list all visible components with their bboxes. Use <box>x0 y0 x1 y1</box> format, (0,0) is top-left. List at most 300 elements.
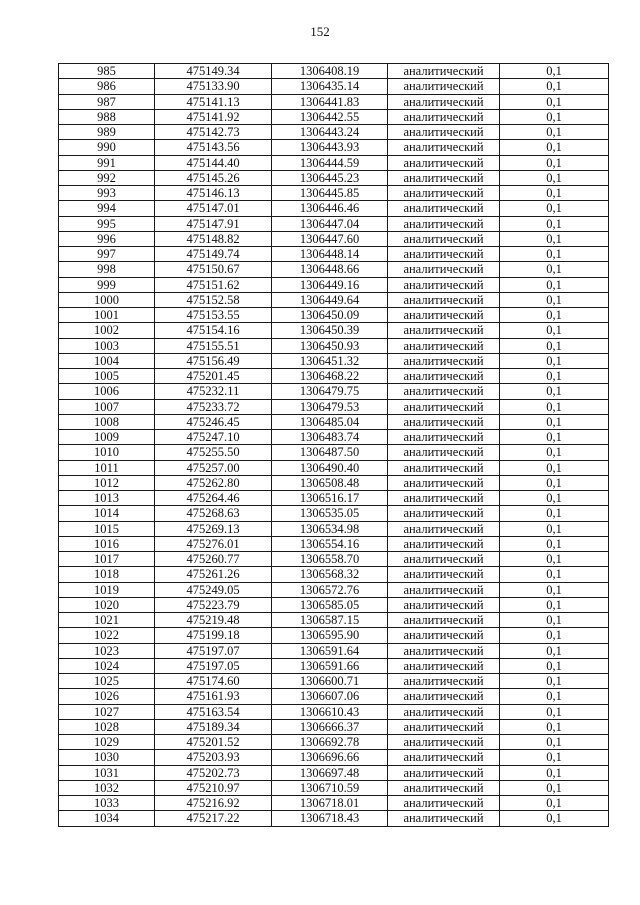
method-cell: аналитический <box>388 231 500 246</box>
y-coordinate-cell: 1306479.53 <box>272 399 388 414</box>
point-number-cell: 1027 <box>59 704 155 719</box>
x-coordinate-cell: 475142.73 <box>155 125 272 140</box>
point-number-cell: 1031 <box>59 765 155 780</box>
x-coordinate-cell: 475210.97 <box>155 780 272 795</box>
x-coordinate-cell: 475232.11 <box>155 384 272 399</box>
accuracy-cell: 0,1 <box>500 353 609 368</box>
method-cell: аналитический <box>388 506 500 521</box>
table-row <box>59 414 609 429</box>
accuracy-cell: 0,1 <box>500 765 609 780</box>
point-number-cell: 991 <box>59 155 155 170</box>
point-number-cell: 1013 <box>59 491 155 506</box>
x-coordinate-cell: 475153.55 <box>155 308 272 323</box>
table-row <box>59 567 609 582</box>
accuracy-cell: 0,1 <box>500 582 609 597</box>
table-row <box>59 109 609 124</box>
method-cell: аналитический <box>388 689 500 704</box>
accuracy-cell: 0,1 <box>500 552 609 567</box>
y-coordinate-cell: 1306600.71 <box>272 674 388 689</box>
x-coordinate-cell: 475154.16 <box>155 323 272 338</box>
y-coordinate-cell: 1306718.01 <box>272 796 388 811</box>
y-coordinate-cell: 1306447.60 <box>272 231 388 246</box>
method-cell: аналитический <box>388 704 500 719</box>
accuracy-cell: 0,1 <box>500 308 609 323</box>
method-cell: аналитический <box>388 719 500 734</box>
method-cell: аналитический <box>388 521 500 536</box>
x-coordinate-cell: 475148.82 <box>155 231 272 246</box>
table-row <box>59 658 609 673</box>
table-row <box>59 292 609 307</box>
method-cell: аналитический <box>388 414 500 429</box>
point-number-cell: 993 <box>59 186 155 201</box>
table-row <box>59 643 609 658</box>
point-number-cell: 985 <box>59 64 155 79</box>
x-coordinate-cell: 475151.62 <box>155 277 272 292</box>
accuracy-cell: 0,1 <box>500 277 609 292</box>
y-coordinate-cell: 1306490.40 <box>272 460 388 475</box>
y-coordinate-cell: 1306443.24 <box>272 125 388 140</box>
x-coordinate-cell: 475249.05 <box>155 582 272 597</box>
y-coordinate-cell: 1306610.43 <box>272 704 388 719</box>
table-row <box>59 765 609 780</box>
y-coordinate-cell: 1306485.04 <box>272 414 388 429</box>
method-cell: аналитический <box>388 247 500 262</box>
table-row <box>59 475 609 490</box>
accuracy-cell: 0,1 <box>500 796 609 811</box>
x-coordinate-cell: 475233.72 <box>155 399 272 414</box>
accuracy-cell: 0,1 <box>500 247 609 262</box>
x-coordinate-cell: 475133.90 <box>155 79 272 94</box>
x-coordinate-cell: 475203.93 <box>155 750 272 765</box>
method-cell: аналитический <box>388 445 500 460</box>
x-coordinate-cell: 475197.07 <box>155 643 272 658</box>
point-number-cell: 1034 <box>59 811 155 826</box>
table-row <box>59 521 609 536</box>
method-cell: аналитический <box>388 491 500 506</box>
y-coordinate-cell: 1306441.83 <box>272 94 388 109</box>
x-coordinate-cell: 475152.58 <box>155 292 272 307</box>
accuracy-cell: 0,1 <box>500 262 609 277</box>
method-cell: аналитический <box>388 475 500 490</box>
page-number: 152 <box>310 24 330 39</box>
point-number-cell: 1025 <box>59 674 155 689</box>
y-coordinate-cell: 1306697.48 <box>272 765 388 780</box>
method-cell: аналитический <box>388 399 500 414</box>
point-number-cell: 1001 <box>59 308 155 323</box>
accuracy-cell: 0,1 <box>500 125 609 140</box>
method-cell: аналитический <box>388 216 500 231</box>
method-cell: аналитический <box>388 582 500 597</box>
x-coordinate-cell: 475141.13 <box>155 94 272 109</box>
table-row <box>59 384 609 399</box>
table-row <box>59 262 609 277</box>
accuracy-cell: 0,1 <box>500 567 609 582</box>
accuracy-cell: 0,1 <box>500 430 609 445</box>
point-number-cell: 999 <box>59 277 155 292</box>
x-coordinate-cell: 475217.22 <box>155 811 272 826</box>
method-cell: аналитический <box>388 628 500 643</box>
x-coordinate-cell: 475219.48 <box>155 613 272 628</box>
table-row <box>59 811 609 826</box>
method-cell: аналитический <box>388 552 500 567</box>
table-row <box>59 750 609 765</box>
table-row <box>59 796 609 811</box>
method-cell: аналитический <box>388 750 500 765</box>
x-coordinate-cell: 475147.01 <box>155 201 272 216</box>
method-cell: аналитический <box>388 170 500 185</box>
y-coordinate-cell: 1306508.48 <box>272 475 388 490</box>
x-coordinate-cell: 475260.77 <box>155 552 272 567</box>
accuracy-cell: 0,1 <box>500 323 609 338</box>
table-row <box>59 460 609 475</box>
method-cell: аналитический <box>388 155 500 170</box>
point-number-cell: 998 <box>59 262 155 277</box>
y-coordinate-cell: 1306487.50 <box>272 445 388 460</box>
x-coordinate-cell: 475156.49 <box>155 353 272 368</box>
x-coordinate-cell: 475201.45 <box>155 369 272 384</box>
method-cell: аналитический <box>388 384 500 399</box>
y-coordinate-cell: 1306450.93 <box>272 338 388 353</box>
table-row <box>59 140 609 155</box>
y-coordinate-cell: 1306516.17 <box>272 491 388 506</box>
table-row <box>59 170 609 185</box>
accuracy-cell: 0,1 <box>500 613 609 628</box>
point-number-cell: 1020 <box>59 597 155 612</box>
point-number-cell: 1009 <box>59 430 155 445</box>
x-coordinate-cell: 475264.46 <box>155 491 272 506</box>
point-number-cell: 994 <box>59 201 155 216</box>
point-number-cell: 988 <box>59 109 155 124</box>
table-row <box>59 216 609 231</box>
method-cell: аналитический <box>388 811 500 826</box>
method-cell: аналитический <box>388 262 500 277</box>
y-coordinate-cell: 1306449.16 <box>272 277 388 292</box>
y-coordinate-cell: 1306435.14 <box>272 79 388 94</box>
point-number-cell: 1007 <box>59 399 155 414</box>
x-coordinate-cell: 475146.13 <box>155 186 272 201</box>
table-row <box>59 64 609 79</box>
x-coordinate-cell: 475261.26 <box>155 567 272 582</box>
table-row <box>59 353 609 368</box>
accuracy-cell: 0,1 <box>500 750 609 765</box>
accuracy-cell: 0,1 <box>500 674 609 689</box>
accuracy-cell: 0,1 <box>500 201 609 216</box>
point-number-cell: 1026 <box>59 689 155 704</box>
accuracy-cell: 0,1 <box>500 811 609 826</box>
x-coordinate-cell: 475149.34 <box>155 64 272 79</box>
method-cell: аналитический <box>388 796 500 811</box>
accuracy-cell: 0,1 <box>500 79 609 94</box>
table-row <box>59 704 609 719</box>
table-row <box>59 186 609 201</box>
table-row <box>59 582 609 597</box>
y-coordinate-cell: 1306450.09 <box>272 308 388 323</box>
method-cell: аналитический <box>388 643 500 658</box>
table-row <box>59 155 609 170</box>
accuracy-cell: 0,1 <box>500 491 609 506</box>
x-coordinate-cell: 475201.52 <box>155 735 272 750</box>
x-coordinate-cell: 475246.45 <box>155 414 272 429</box>
y-coordinate-cell: 1306666.37 <box>272 719 388 734</box>
x-coordinate-cell: 475262.80 <box>155 475 272 490</box>
method-cell: аналитический <box>388 94 500 109</box>
point-number-cell: 1004 <box>59 353 155 368</box>
point-number-cell: 1006 <box>59 384 155 399</box>
accuracy-cell: 0,1 <box>500 597 609 612</box>
y-coordinate-cell: 1306443.93 <box>272 140 388 155</box>
method-cell: аналитический <box>388 79 500 94</box>
accuracy-cell: 0,1 <box>500 399 609 414</box>
y-coordinate-cell: 1306449.64 <box>272 292 388 307</box>
point-number-cell: 1014 <box>59 506 155 521</box>
y-coordinate-cell: 1306554.16 <box>272 536 388 551</box>
method-cell: аналитический <box>388 338 500 353</box>
accuracy-cell: 0,1 <box>500 292 609 307</box>
method-cell: аналитический <box>388 567 500 582</box>
accuracy-cell: 0,1 <box>500 445 609 460</box>
accuracy-cell: 0,1 <box>500 414 609 429</box>
table-row <box>59 613 609 628</box>
table-row <box>59 277 609 292</box>
x-coordinate-cell: 475189.34 <box>155 719 272 734</box>
y-coordinate-cell: 1306535.05 <box>272 506 388 521</box>
point-number-cell: 1021 <box>59 613 155 628</box>
method-cell: аналитический <box>388 201 500 216</box>
point-number-cell: 1000 <box>59 292 155 307</box>
method-cell: аналитический <box>388 765 500 780</box>
method-cell: аналитический <box>388 735 500 750</box>
x-coordinate-cell: 475141.92 <box>155 109 272 124</box>
y-coordinate-cell: 1306442.55 <box>272 109 388 124</box>
point-number-cell: 986 <box>59 79 155 94</box>
method-cell: аналитический <box>388 140 500 155</box>
point-number-cell: 1024 <box>59 658 155 673</box>
table-row <box>59 536 609 551</box>
method-cell: аналитический <box>388 613 500 628</box>
table-row <box>59 735 609 750</box>
accuracy-cell: 0,1 <box>500 140 609 155</box>
table-row <box>59 201 609 216</box>
point-number-cell: 987 <box>59 94 155 109</box>
point-number-cell: 1028 <box>59 719 155 734</box>
table-row <box>59 247 609 262</box>
table-row <box>59 491 609 506</box>
table-row <box>59 369 609 384</box>
y-coordinate-cell: 1306591.66 <box>272 658 388 673</box>
accuracy-cell: 0,1 <box>500 216 609 231</box>
table-row <box>59 399 609 414</box>
x-coordinate-cell: 475268.63 <box>155 506 272 521</box>
point-number-cell: 990 <box>59 140 155 155</box>
accuracy-cell: 0,1 <box>500 475 609 490</box>
x-coordinate-cell: 475144.40 <box>155 155 272 170</box>
method-cell: аналитический <box>388 369 500 384</box>
y-coordinate-cell: 1306585.05 <box>272 597 388 612</box>
table-row <box>59 780 609 795</box>
table-row <box>59 323 609 338</box>
table-row <box>59 689 609 704</box>
table-row <box>59 338 609 353</box>
x-coordinate-cell: 475199.18 <box>155 628 272 643</box>
x-coordinate-cell: 475161.93 <box>155 689 272 704</box>
y-coordinate-cell: 1306572.76 <box>272 582 388 597</box>
accuracy-cell: 0,1 <box>500 628 609 643</box>
y-coordinate-cell: 1306595.90 <box>272 628 388 643</box>
point-number-cell: 1016 <box>59 536 155 551</box>
accuracy-cell: 0,1 <box>500 506 609 521</box>
point-number-cell: 1015 <box>59 521 155 536</box>
method-cell: аналитический <box>388 292 500 307</box>
point-number-cell: 1032 <box>59 780 155 795</box>
point-number-cell: 1017 <box>59 552 155 567</box>
y-coordinate-cell: 1306450.39 <box>272 323 388 338</box>
x-coordinate-cell: 475223.79 <box>155 597 272 612</box>
accuracy-cell: 0,1 <box>500 521 609 536</box>
coordinates-table <box>58 63 609 827</box>
point-number-cell: 1018 <box>59 567 155 582</box>
method-cell: аналитический <box>388 460 500 475</box>
y-coordinate-cell: 1306696.66 <box>272 750 388 765</box>
x-coordinate-cell: 475197.05 <box>155 658 272 673</box>
x-coordinate-cell: 475257.00 <box>155 460 272 475</box>
x-coordinate-cell: 475216.92 <box>155 796 272 811</box>
method-cell: аналитический <box>388 125 500 140</box>
y-coordinate-cell: 1306607.06 <box>272 689 388 704</box>
y-coordinate-cell: 1306568.32 <box>272 567 388 582</box>
point-number-cell: 1002 <box>59 323 155 338</box>
y-coordinate-cell: 1306587.15 <box>272 613 388 628</box>
method-cell: аналитический <box>388 597 500 612</box>
accuracy-cell: 0,1 <box>500 460 609 475</box>
y-coordinate-cell: 1306445.85 <box>272 186 388 201</box>
point-number-cell: 1030 <box>59 750 155 765</box>
point-number-cell: 997 <box>59 247 155 262</box>
accuracy-cell: 0,1 <box>500 155 609 170</box>
x-coordinate-cell: 475202.73 <box>155 765 272 780</box>
accuracy-cell: 0,1 <box>500 719 609 734</box>
x-coordinate-cell: 475150.67 <box>155 262 272 277</box>
point-number-cell: 1005 <box>59 369 155 384</box>
table-row <box>59 552 609 567</box>
accuracy-cell: 0,1 <box>500 643 609 658</box>
table-row <box>59 125 609 140</box>
accuracy-cell: 0,1 <box>500 689 609 704</box>
accuracy-cell: 0,1 <box>500 704 609 719</box>
method-cell: аналитический <box>388 353 500 368</box>
y-coordinate-cell: 1306448.66 <box>272 262 388 277</box>
y-coordinate-cell: 1306710.59 <box>272 780 388 795</box>
accuracy-cell: 0,1 <box>500 109 609 124</box>
y-coordinate-cell: 1306445.23 <box>272 170 388 185</box>
table-row <box>59 445 609 460</box>
accuracy-cell: 0,1 <box>500 384 609 399</box>
x-coordinate-cell: 475145.26 <box>155 170 272 185</box>
x-coordinate-cell: 475269.13 <box>155 521 272 536</box>
point-number-cell: 1023 <box>59 643 155 658</box>
accuracy-cell: 0,1 <box>500 536 609 551</box>
table-row <box>59 597 609 612</box>
point-number-cell: 1008 <box>59 414 155 429</box>
x-coordinate-cell: 475155.51 <box>155 338 272 353</box>
method-cell: аналитический <box>388 430 500 445</box>
point-number-cell: 1011 <box>59 460 155 475</box>
method-cell: аналитический <box>388 109 500 124</box>
y-coordinate-cell: 1306534.98 <box>272 521 388 536</box>
y-coordinate-cell: 1306558.70 <box>272 552 388 567</box>
point-number-cell: 1019 <box>59 582 155 597</box>
x-coordinate-cell: 475143.56 <box>155 140 272 155</box>
method-cell: аналитический <box>388 277 500 292</box>
accuracy-cell: 0,1 <box>500 369 609 384</box>
method-cell: аналитический <box>388 658 500 673</box>
accuracy-cell: 0,1 <box>500 231 609 246</box>
table-row <box>59 719 609 734</box>
accuracy-cell: 0,1 <box>500 780 609 795</box>
point-number-cell: 996 <box>59 231 155 246</box>
x-coordinate-cell: 475255.50 <box>155 445 272 460</box>
table-row <box>59 506 609 521</box>
x-coordinate-cell: 475163.54 <box>155 704 272 719</box>
table-row <box>59 94 609 109</box>
point-number-cell: 1029 <box>59 735 155 750</box>
table-row <box>59 430 609 445</box>
y-coordinate-cell: 1306468.22 <box>272 369 388 384</box>
y-coordinate-cell: 1306408.19 <box>272 64 388 79</box>
point-number-cell: 989 <box>59 125 155 140</box>
x-coordinate-cell: 475276.01 <box>155 536 272 551</box>
method-cell: аналитический <box>388 64 500 79</box>
point-number-cell: 1022 <box>59 628 155 643</box>
point-number-cell: 1012 <box>59 475 155 490</box>
y-coordinate-cell: 1306448.14 <box>272 247 388 262</box>
y-coordinate-cell: 1306451.32 <box>272 353 388 368</box>
accuracy-cell: 0,1 <box>500 170 609 185</box>
table-row <box>59 231 609 246</box>
point-number-cell: 992 <box>59 170 155 185</box>
method-cell: аналитический <box>388 186 500 201</box>
x-coordinate-cell: 475247.10 <box>155 430 272 445</box>
table-row <box>59 308 609 323</box>
method-cell: аналитический <box>388 323 500 338</box>
accuracy-cell: 0,1 <box>500 186 609 201</box>
table-row <box>59 79 609 94</box>
y-coordinate-cell: 1306447.04 <box>272 216 388 231</box>
y-coordinate-cell: 1306483.74 <box>272 430 388 445</box>
y-coordinate-cell: 1306718.43 <box>272 811 388 826</box>
y-coordinate-cell: 1306591.64 <box>272 643 388 658</box>
point-number-cell: 1003 <box>59 338 155 353</box>
accuracy-cell: 0,1 <box>500 658 609 673</box>
accuracy-cell: 0,1 <box>500 94 609 109</box>
point-number-cell: 1033 <box>59 796 155 811</box>
y-coordinate-cell: 1306692.78 <box>272 735 388 750</box>
y-coordinate-cell: 1306444.59 <box>272 155 388 170</box>
y-coordinate-cell: 1306446.46 <box>272 201 388 216</box>
method-cell: аналитический <box>388 780 500 795</box>
table-row <box>59 628 609 643</box>
point-number-cell: 995 <box>59 216 155 231</box>
table-row <box>59 674 609 689</box>
method-cell: аналитический <box>388 536 500 551</box>
accuracy-cell: 0,1 <box>500 735 609 750</box>
accuracy-cell: 0,1 <box>500 64 609 79</box>
x-coordinate-cell: 475149.74 <box>155 247 272 262</box>
method-cell: аналитический <box>388 308 500 323</box>
method-cell: аналитический <box>388 674 500 689</box>
point-number-cell: 1010 <box>59 445 155 460</box>
x-coordinate-cell: 475174.60 <box>155 674 272 689</box>
x-coordinate-cell: 475147.91 <box>155 216 272 231</box>
